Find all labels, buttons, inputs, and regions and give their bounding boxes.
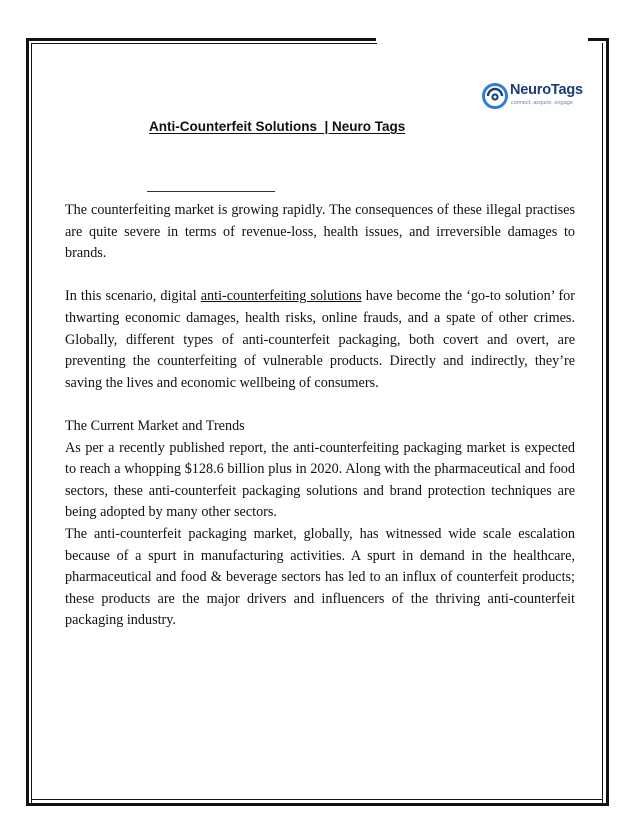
border-top-left [26, 38, 376, 41]
logo-tagline: connect, acquire, engage [511, 100, 573, 106]
border-bottom [26, 803, 609, 806]
border-top-right [588, 38, 608, 41]
border-left-inner [31, 43, 32, 803]
article-body [65, 200, 575, 632]
anti-counterfeiting-solutions-link[interactable]: anti-counterfeiting solutions [200, 288, 362, 305]
divider-line [147, 191, 275, 192]
paragraph-solutions-start: In this scenario, digital [65, 288, 201, 305]
border-left [26, 38, 29, 806]
paragraph-market-report: As per a recently published report, the anti-counterfeiting packaging market is expected to reach a whopping $128.6 billion plus in 2020. Along with the pharmaceutical and food sectors, these anti-counterfeit packaging solutions and brand protection techniques are being adopted by many other sectors. [65, 439, 575, 521]
section-heading: The Current Market and Trends [65, 417, 245, 434]
border-right-inner [602, 43, 603, 803]
border-bottom-inner [31, 799, 603, 800]
border-right [606, 38, 609, 806]
page-title: Anti-Counterfeit Solutions | Neuro Tags [149, 119, 406, 134]
neurotags-logo [482, 82, 592, 112]
neurotags-logo-icon [482, 83, 508, 109]
paragraph-solutions [65, 286, 575, 394]
paragraph-solutions-end: have become the ‘go-to solution’ for thwarting economic damages, health risks, online frauds, and a spate of other crimes. Globally, different types of anti-counterfeit packaging, both covert and overt, are preventing the counterfeiting of vulnerable products. Directly and indirectly, they’re saving the lives and economic wellbeing of consumers. [65, 288, 575, 391]
paragraph-intro: The counterfeiting market is growing rapidly. The consequences of these illegal practises are quite severe in terms of revenue-loss, health issues, and irreversible damages to brands. [65, 202, 575, 262]
paragraph-market-growth: The anti-counterfeit packaging market, globally, has witnessed wide scale escalation because of a spurt in manufacturing activities. A spurt in demand in the healthcare, pharmaceutical and food & beverage sectors has led to an influx of counterfeit products; these products are the major drivers and influencers of the thriving anti-counterfeit packaging industry. [65, 525, 575, 629]
border-top-inner [31, 43, 377, 44]
logo-name: NeuroTags [510, 82, 583, 98]
